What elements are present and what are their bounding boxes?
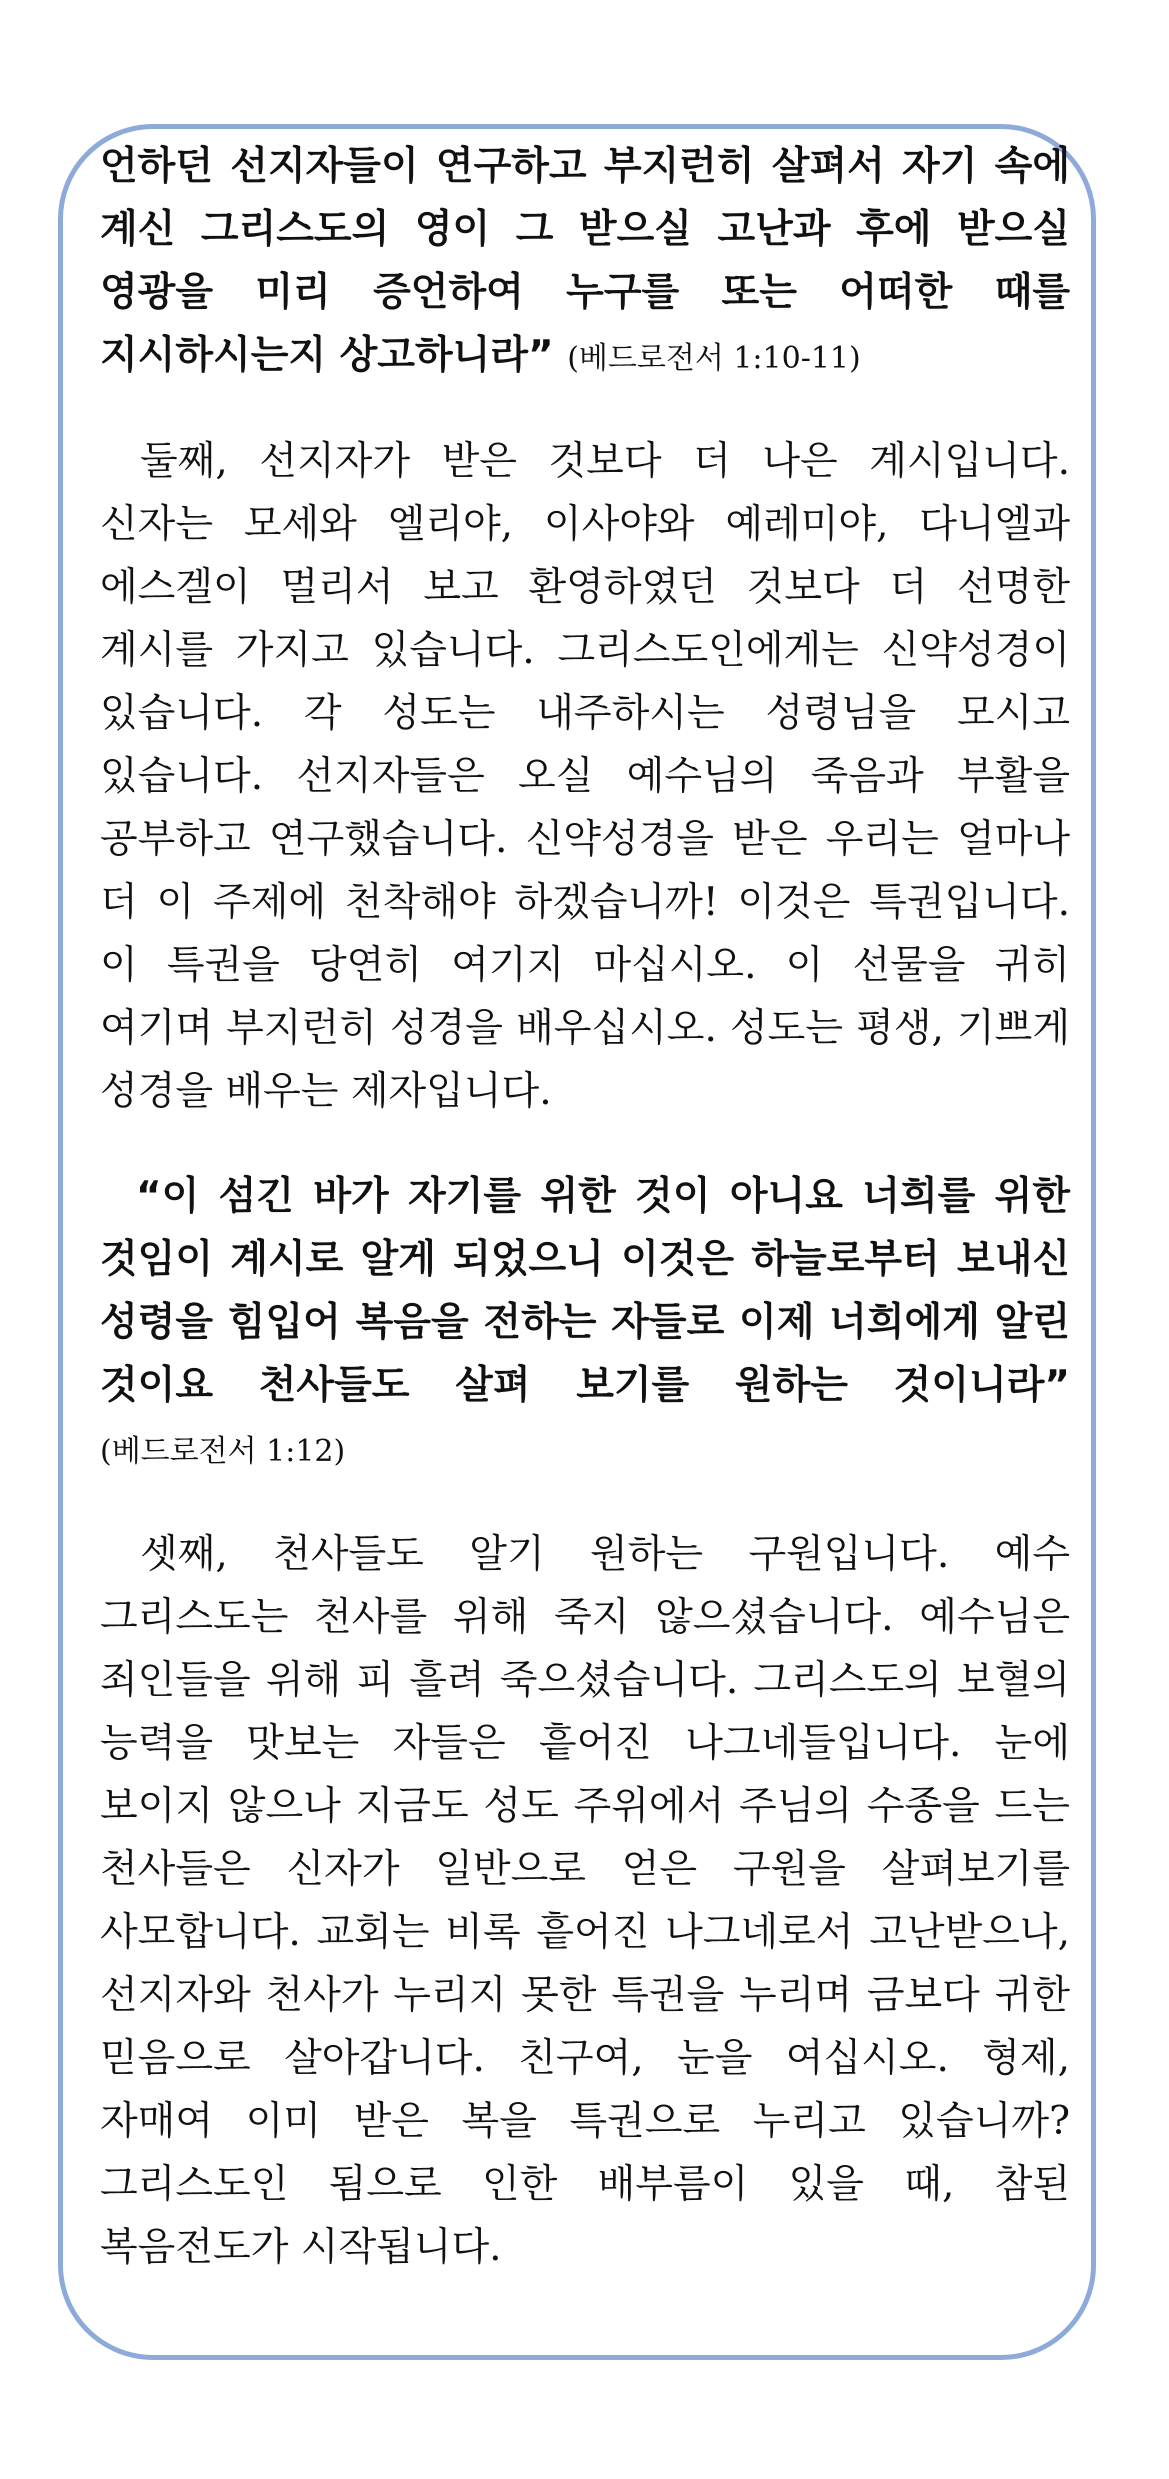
spacer bbox=[100, 1483, 1070, 1523]
paragraph-second-point: 둘째, 선지자가 받은 것보다 더 나은 계시입니다. 신자는 모세와 엘리야, 이사야와 예레미야, 다니엘과 에스겔이 멀리서 보고 환영하였던 것보다 더 선명한 계시를 가지고 있습니다. 그리스도인에게는 신약성경이 있습니다. 각 성도는 내주하시는 성령님을 모시고 있습니다. 선지자들은 오실 예수님의 죽음과 부활을 공부하고 연구했습니다. 신약성경을 받은 우리는 얼마나 더 이 주제에 천착해야 하겠습니까! 이것은 특권입니다. 이 특권을 당연히 여기지 마십시오. 이 선물을 귀히 여기며 부지런히 성경을 배우십시오. 성도는 평생, 기쁘게 성경을 배우는 제자입니다. bbox=[100, 439, 1070, 1114]
spacer bbox=[100, 390, 1070, 430]
scripture-quote-1-reference: (베드로전서 1:10-11) bbox=[567, 341, 861, 376]
scripture-quote-2-text: “이 섬긴 바가 자기를 위한 것이 아니요 너희를 위한 것임이 계시로 알게 되었으니 이것은 하늘로부터 보내신 성령을 힘입어 복음을 전하는 자들로 이제 너희에게 알린 것이요 천사들도 살펴 보기를 원하는 것이니라” bbox=[100, 1174, 1070, 1408]
scripture-quote-2-reference: (베드로전서 1:12) bbox=[100, 1434, 346, 1469]
scripture-quote-1-text: 언하던 선지자들이 연구하고 부지런히 살펴서 자기 속에 계신 그리스도의 영이 그 받으실 고난과 후에 받으실 영광을 미리 증언하여 누구를 또는 어떠한 때를 지시하시는지 상고하니라” bbox=[100, 144, 1070, 378]
spacer bbox=[100, 1123, 1070, 1165]
document-body bbox=[100, 135, 1070, 2279]
scripture-quote-1 bbox=[100, 135, 1070, 390]
scripture-quote-2 bbox=[100, 1165, 1070, 1483]
paragraph-third-point: 셋째, 천사들도 알기 원하는 구원입니다. 예수 그리스도는 천사를 위해 죽지 않으셨습니다. 예수님은 죄인들을 위해 피 흘려 죽으셨습니다. 그리스도의 보혈의 능력을 맛보는 자들은 흩어진 나그네들입니다. 눈에 보이지 않으나 지금도 성도 주위에서 주님의 수종을 드는 천사들은 신자가 일반으로 얻은 구원을 살펴보기를 사모합니다. 교회는 비록 흩어진 나그네로서 고난받으나, 선지자와 천사가 누리지 못한 특권을 누리며 금보다 귀한 믿음으로 살아갑니다. 친구여, 눈을 여십시오. 형제, 자매여 이미 받은 복을 특권으로 누리고 있습니까? 그리스도인 됨으로 인한 배부름이 있을 때, 참된 복음전도가 시작됩니다. bbox=[100, 1532, 1070, 2270]
